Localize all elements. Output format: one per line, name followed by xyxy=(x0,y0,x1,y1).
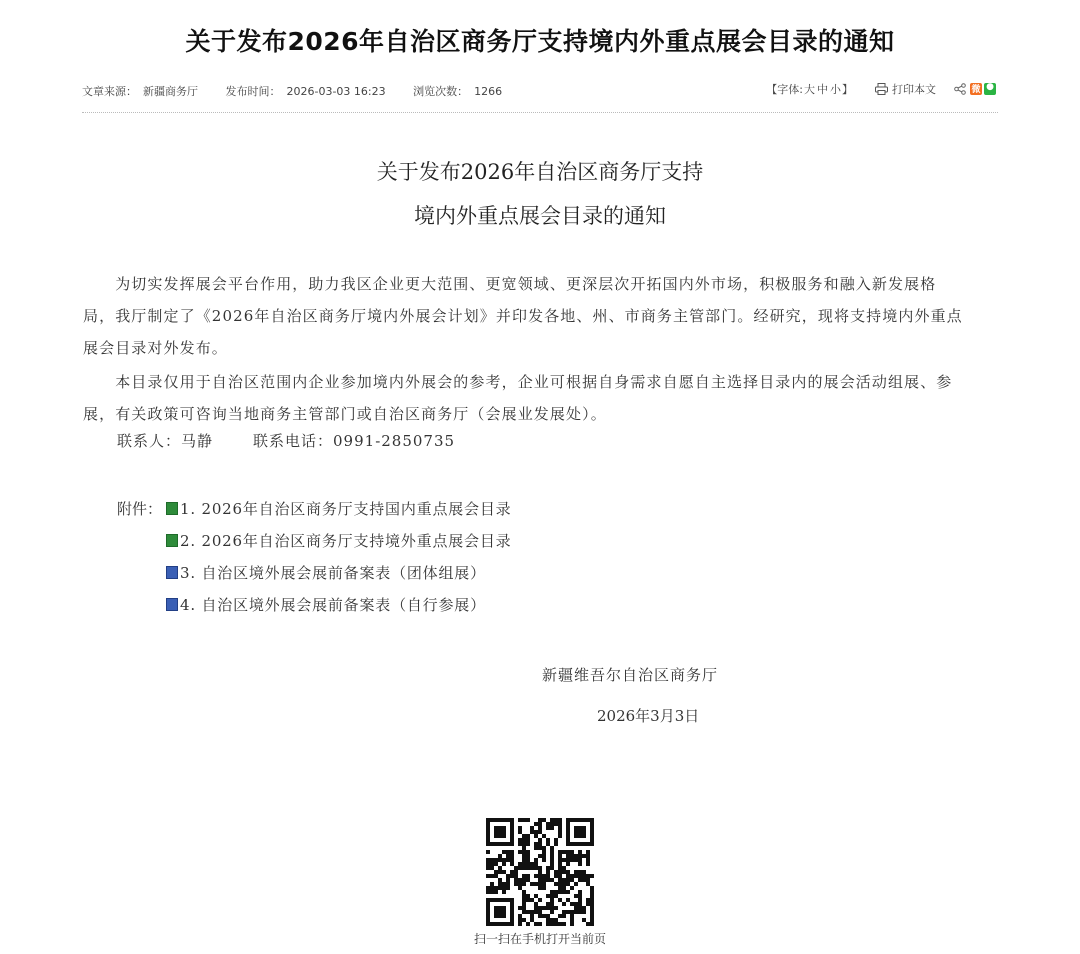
qr-caption: 扫一扫在手机打开当前页 xyxy=(473,932,606,946)
attachment-link[interactable] xyxy=(166,498,511,519)
paragraph-1-line: 局，我厅制定了《2026年自治区商务厅境内外展会计划》并印发各地、州、市商务主管部门。经研究，现将支持境内外重点 xyxy=(83,307,963,325)
font-small-link[interactable]: 小 xyxy=(830,83,841,96)
paragraph-1-line: 为切实发挥展会平台作用，助力我区企业更大范围、更宽领域、更深层次开拓国内外市场，积极服务和融入新发展格 xyxy=(83,275,937,293)
excel-file-icon xyxy=(166,502,178,515)
attachment-link[interactable] xyxy=(166,562,486,583)
font-size-prefix: 【字体: xyxy=(766,83,803,96)
page-title: 关于发布2026年自治区商务厅支持境内外重点展会目录的通知 xyxy=(185,27,895,56)
paragraph-1 xyxy=(83,268,999,364)
attachments-label: 附件： xyxy=(117,500,163,518)
attachment-title: 4. 自治区境外展会展前备案表（自行参展） xyxy=(180,596,486,614)
font-medium-link[interactable]: 中 xyxy=(817,83,828,96)
attachment-title: 1. 2026年自治区商务厅支持国内重点展会目录 xyxy=(180,500,512,518)
excel-file-icon xyxy=(166,534,178,547)
font-large-link[interactable]: 大 xyxy=(804,83,815,96)
time-label: 发布时间： xyxy=(225,85,281,98)
article-meta-bar xyxy=(82,80,998,102)
paragraph-1-line: 展会目录对外发布。 xyxy=(83,339,228,357)
contact-phone: 联系电话：0991-2850735 xyxy=(253,432,456,450)
paragraph-2-line: 展，有关政策可咨询当地商务主管部门或自治区商务厅（会展业发展处）。 xyxy=(83,405,607,423)
source-value: 新疆商务厅 xyxy=(143,85,198,98)
divider xyxy=(82,112,998,113)
qr-code xyxy=(486,818,594,926)
views-label: 浏览次数： xyxy=(413,85,469,98)
share-icon[interactable] xyxy=(954,83,966,95)
attachment-link[interactable] xyxy=(166,530,511,551)
printer-icon xyxy=(875,83,888,95)
contact-info xyxy=(117,430,455,451)
paragraph-2-line: 本目录仅用于自治区范围内企业参加境内外展会的参考，企业可根据自身需求自愿自主选择目录内的展会活动组展、参 xyxy=(83,373,953,391)
document-title-line1: 关于发布2026年自治区商务厅支持 xyxy=(376,160,704,184)
source-label: 文章来源： xyxy=(82,85,137,98)
font-size-control xyxy=(766,81,853,97)
contact-person: 联系人：马静 xyxy=(117,432,214,450)
views-count: 1266 xyxy=(474,85,503,98)
signature-org: 新疆维吾尔自治区商务厅 xyxy=(542,666,719,684)
print-button[interactable] xyxy=(875,81,936,97)
time-value: 2026-03-03 16:23 xyxy=(286,85,386,98)
attachment-title: 3. 自治区境外展会展前备案表（团体组展） xyxy=(180,564,486,582)
word-file-icon xyxy=(166,566,178,579)
attachment-link[interactable] xyxy=(166,594,486,615)
font-size-suffix: 】 xyxy=(842,83,853,96)
weibo-icon[interactable]: 微 xyxy=(971,85,981,95)
document-title-line2: 境内外重点展会目录的通知 xyxy=(414,204,666,228)
word-file-icon xyxy=(166,598,178,611)
article-meta-info xyxy=(82,83,508,99)
paragraph-2 xyxy=(83,366,999,430)
document-date: 2026年3月3日 xyxy=(597,707,700,725)
print-label: 打印本文 xyxy=(892,83,936,96)
attachment-title: 2. 2026年自治区商务厅支持境外重点展会目录 xyxy=(180,532,512,550)
wechat-icon[interactable]: ● xyxy=(984,83,996,95)
